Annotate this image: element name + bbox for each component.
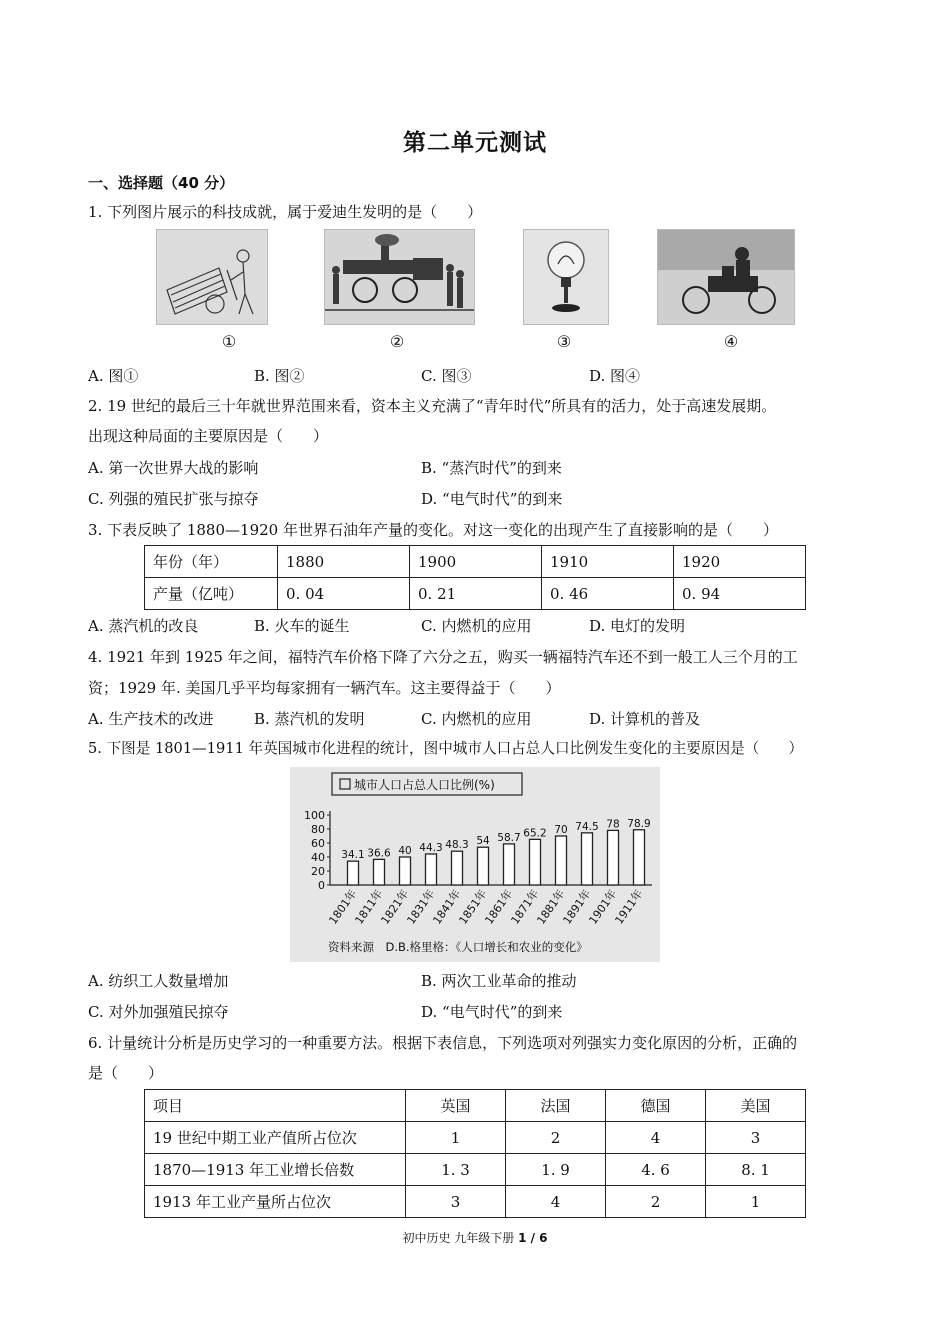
table-row (145, 1186, 806, 1218)
q6-stem-line-2: 是（ ） (88, 1064, 164, 1082)
bar-value-label: 40 (398, 845, 412, 857)
table-cell: 1 (406, 1122, 506, 1154)
table-cell: 美国 (706, 1090, 806, 1122)
x-tick-label: 1891年 (560, 887, 594, 927)
table-row (145, 1154, 806, 1186)
table-cell: 1910 (542, 546, 674, 578)
table-cell: 英国 (406, 1090, 506, 1122)
y-tick-label: 40 (311, 851, 325, 864)
q2-stem-line-2: 出现这种局面的主要原因是（ ） (88, 427, 329, 445)
table-cell: 4 (506, 1186, 606, 1218)
q3-oil-production-table (144, 545, 806, 610)
table-cell: 19 世纪中期工业产值所占位次 (145, 1122, 406, 1154)
table-row (145, 1090, 806, 1122)
q2-option-c[interactable]: C. 列强的殖民扩张与掠夺 (88, 490, 259, 508)
bar-value-label: 78 (606, 818, 620, 831)
chart-source: 资料来源 D.B.格里格：《人口增长和农业的变化》 (328, 940, 588, 954)
table-cell: 法国 (506, 1090, 606, 1122)
table-cell: 3 (706, 1122, 806, 1154)
bar-value-label: 54 (476, 835, 490, 848)
q4-stem-line-1: 4. 1921 年到 1925 年之间，福特汽车价格下降了六分之五，购买一辆福特汽车还不到一般工人三个月的工 (88, 648, 798, 666)
q1-option-d[interactable]: D. 图④ (589, 367, 641, 385)
table-cell: 4. 6 (606, 1154, 706, 1186)
q1-option-b[interactable]: B. 图② (254, 367, 305, 385)
bar-value-label: 58.7 (497, 831, 521, 844)
section-heading: 一、选择题（40 分） (88, 174, 235, 192)
bar-value-label: 36.6 (367, 847, 391, 860)
q4-stem-line-2: 资；1929 年. 美国几乎平均每家拥有一辆汽车。这主要得益于（ ） (88, 679, 561, 697)
bar-value-label: 70 (554, 824, 568, 836)
table-cell: 1. 9 (506, 1154, 606, 1186)
table-cell: 年份（年） (145, 546, 278, 578)
table-cell: 1920 (674, 546, 806, 578)
bar-1831年 (426, 854, 437, 885)
q3-stem: 3. 下表反映了 1880—1920 年世界石油年产量的变化。对这一变化的出现产生了直接影响的是（ ） (88, 521, 778, 539)
q4-option-c[interactable]: C. 内燃机的应用 (421, 710, 532, 728)
q3-option-a[interactable]: A. 蒸汽机的改良 (88, 617, 199, 635)
table-cell: 2 (506, 1122, 606, 1154)
table-cell: 8. 1 (706, 1154, 806, 1186)
table-cell: 0. 04 (278, 578, 410, 610)
bar-1801年 (348, 861, 359, 885)
x-tick-label: 1911年 (612, 887, 646, 927)
q4-option-a[interactable]: A. 生产技术的改进 (88, 710, 214, 728)
table-cell: 项目 (145, 1090, 406, 1122)
bar-1911年 (634, 830, 645, 885)
q1-picture-label-4: ④ (723, 332, 739, 351)
q3-option-b[interactable]: B. 火车的诞生 (254, 617, 350, 635)
table-cell: 1. 3 (406, 1154, 506, 1186)
table-cell: 1900 (410, 546, 542, 578)
q1-picture-2-locomotive (324, 229, 475, 325)
x-tick-label: 1821年 (378, 887, 412, 927)
q4-option-d[interactable]: D. 计算机的普及 (589, 710, 701, 728)
legend-swatch (340, 779, 350, 789)
table-row (145, 546, 806, 578)
q4-option-b[interactable]: B. 蒸汽机的发明 (254, 710, 365, 728)
y-tick-label: 0 (318, 879, 325, 892)
x-tick-label: 1871年 (508, 887, 542, 927)
q1-option-a[interactable]: A. 图① (88, 367, 139, 385)
table-cell: 0. 21 (410, 578, 542, 610)
q1-picture-1-reaper (156, 229, 268, 325)
table-cell: 1913 年工业产量所占位次 (145, 1186, 406, 1218)
x-tick-label: 1831年 (404, 887, 438, 927)
table-cell: 2 (606, 1186, 706, 1218)
q5-option-b[interactable]: B. 两次工业革命的推动 (421, 972, 577, 990)
q5-urbanization-chart (290, 767, 660, 962)
bar-1861年 (504, 844, 515, 885)
table-row (145, 1122, 806, 1154)
steam-locomotive-icon (325, 230, 474, 324)
q1-picture-4-automobile (657, 229, 795, 325)
table-cell: 0. 46 (542, 578, 674, 610)
q1-picture-label-3: ③ (556, 332, 572, 351)
x-tick-label: 1861年 (482, 887, 516, 927)
chart-svg (290, 767, 660, 962)
q5-stem: 5. 下图是 1801—1911 年英国城市化进程的统计，图中城市人口占总人口比例发生变化的主要原因是（ ） (88, 740, 804, 757)
q2-option-d[interactable]: D. “电气时代”的到来 (421, 490, 563, 508)
page-number: 1 / 6 (518, 1231, 548, 1245)
reaper-machine-icon (157, 230, 267, 324)
bar-1901年 (608, 830, 619, 885)
bar-value-label: 48.3 (445, 839, 469, 852)
bar-value-label: 74.5 (575, 820, 599, 833)
q2-option-a[interactable]: A. 第一次世界大战的影响 (88, 459, 259, 477)
page-title: 第二单元测试 (403, 130, 547, 156)
bar-value-label: 78.9 (627, 817, 651, 830)
table-cell: 4 (606, 1122, 706, 1154)
bar-1871年 (530, 839, 541, 885)
table-cell: 1870—1913 年工业增长倍数 (145, 1154, 406, 1186)
y-tick-label: 100 (304, 809, 325, 822)
early-automobile-icon (658, 230, 794, 324)
table-cell: 3 (406, 1186, 506, 1218)
q2-stem-line-1: 2. 19 世纪的最后三十年就世界范围来看，资本主义充满了“青年时代”所具有的活力，处于高速发展期。 (88, 397, 777, 415)
x-tick-label: 1881年 (534, 887, 568, 927)
bar-value-label: 34.1 (341, 849, 365, 862)
q6-stem-line-1: 6. 计量统计分析是历史学习的一种重要方法。根据下表信息，下列选项对列强实力变化原因的分析，正确的 (88, 1034, 798, 1052)
x-tick-label: 1801年 (326, 887, 360, 927)
bar-1881年 (556, 836, 567, 885)
page-footer (0, 1229, 950, 1246)
q5-option-a[interactable]: A. 纺织工人数量增加 (88, 972, 229, 990)
table-cell: 1880 (278, 546, 410, 578)
x-tick-label: 1811年 (352, 887, 386, 927)
q1-picture-3-light-bulb (523, 229, 609, 325)
table-cell: 0. 94 (674, 578, 806, 610)
q2-option-b[interactable]: B. “蒸汽时代”的到来 (421, 459, 562, 477)
bar-1821年 (400, 857, 411, 885)
table-cell: 1 (706, 1186, 806, 1218)
bar-1841年 (452, 851, 463, 885)
table-row (145, 578, 806, 610)
y-tick-label: 80 (311, 823, 325, 836)
q6-powers-table (144, 1089, 806, 1218)
q5-option-d[interactable]: D. “电气时代”的到来 (421, 1003, 563, 1021)
x-tick-label: 1851年 (456, 887, 490, 927)
q1-picture-label-2: ② (389, 332, 405, 351)
q5-option-c[interactable]: C. 对外加强殖民掠夺 (88, 1003, 229, 1021)
bar-value-label: 65.2 (523, 827, 547, 840)
q3-option-d[interactable]: D. 电灯的发明 (589, 617, 686, 635)
y-tick-label: 20 (311, 865, 325, 878)
bar-1811年 (374, 859, 385, 885)
q1-picture-label-1: ① (221, 332, 237, 351)
chart-title: 城市人口占总人口比例(%) (354, 778, 495, 792)
x-tick-label: 1841年 (430, 887, 464, 927)
bar-value-label: 44.3 (419, 841, 443, 854)
table-cell: 产量（亿吨） (145, 578, 278, 610)
x-tick-label: 1901年 (586, 887, 620, 927)
y-tick-label: 60 (311, 837, 325, 850)
q3-option-c[interactable]: C. 内燃机的应用 (421, 617, 532, 635)
light-bulb-icon (524, 230, 608, 324)
bar-1851年 (478, 847, 489, 885)
q1-option-c[interactable]: C. 图③ (421, 367, 472, 385)
bar-1891年 (582, 833, 593, 885)
footer-text: 初中历史 九年级下册 (402, 1231, 519, 1245)
q1-stem: 1. 下列图片展示的科技成就，属于爱迪生发明的是（ ） (88, 203, 483, 221)
table-cell: 德国 (606, 1090, 706, 1122)
